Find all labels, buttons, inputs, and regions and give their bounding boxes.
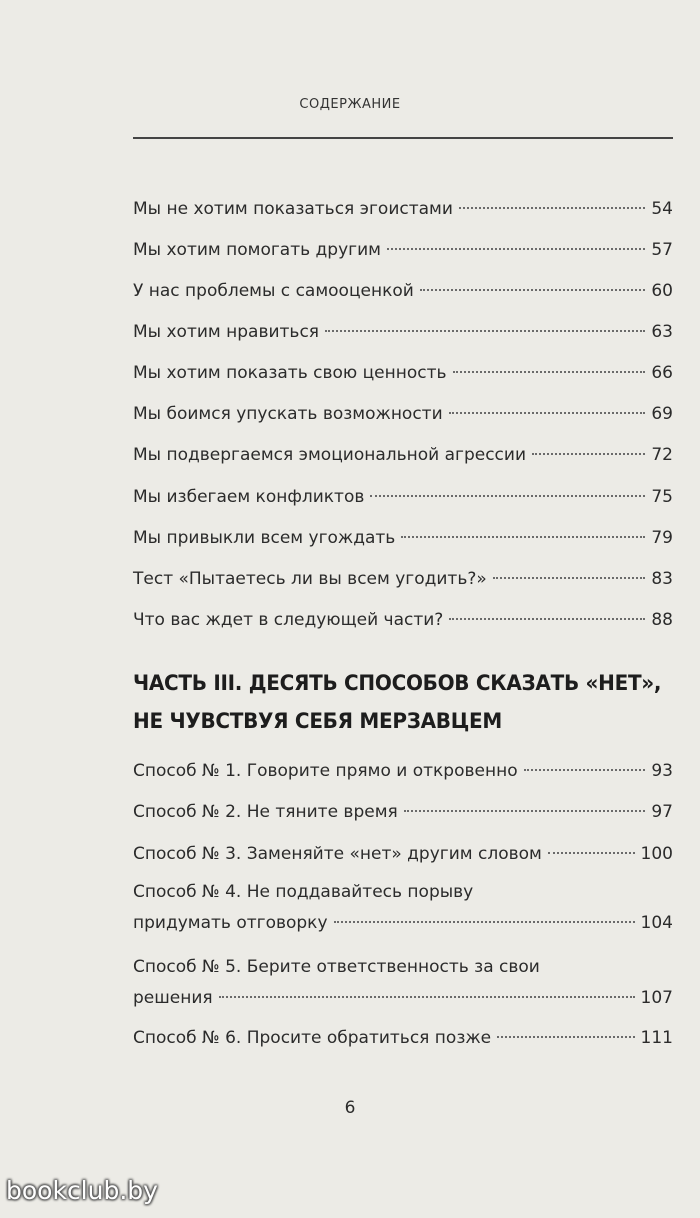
toc-entry (133, 397, 673, 431)
leader-dots (493, 577, 646, 579)
toc-entry (133, 906, 673, 940)
leader-dots (449, 412, 646, 414)
toc-entry-page: 54 (651, 199, 673, 219)
leader-dots (453, 371, 646, 373)
toc-entry (133, 521, 673, 555)
toc-entry-page: 60 (651, 281, 673, 301)
part-heading-line2: НЕ ЧУВСТВУЯ СЕБЯ МЕРЗАВЦЕМ (133, 708, 502, 734)
toc-entry-title: Мы боимся упускать возможности (133, 404, 443, 424)
part-heading (133, 664, 673, 740)
toc-entry-title: Мы подвергаемся эмоциональной агрессии (133, 445, 526, 465)
leader-dots (334, 921, 635, 923)
toc-entry (133, 233, 673, 267)
toc-entry-title: Что вас ждет в следующей части? (133, 610, 444, 630)
toc-entry (133, 315, 673, 349)
toc-entry-page: 79 (651, 528, 673, 548)
toc-entry-page: 100 (640, 844, 673, 864)
toc-entry-page: 111 (640, 1028, 673, 1048)
toc-entry-title: Мы хотим помогать другим (133, 240, 381, 260)
toc-entry-title: Тест «Пытаетесь ли вы всем угодить?» (133, 569, 487, 589)
toc-entry (133, 356, 673, 390)
toc-entry-page: 83 (651, 569, 673, 589)
toc-entry-page: 57 (651, 240, 673, 260)
toc-entry (133, 274, 673, 308)
leader-dots (532, 453, 645, 455)
toc-entry-title: Мы привыкли всем угождать (133, 528, 396, 548)
toc-entry-page: 72 (651, 445, 673, 465)
toc-entry-title-line1: Способ № 5. Берите ответственность за свои (133, 957, 540, 977)
leader-dots (404, 810, 646, 812)
toc-entry-page: 69 (651, 404, 673, 424)
page-number: 6 (344, 1098, 356, 1118)
toc-entry (133, 438, 673, 472)
leader-dots (370, 495, 645, 497)
toc-entry-page: 107 (640, 988, 673, 1008)
part-heading-line1: ЧАСТЬ III. ДЕСЯТЬ СПОСОБОВ СКАЗАТЬ «НЕТ», (133, 670, 662, 696)
toc-entry-title: Мы хотим нравиться (133, 322, 320, 342)
toc-entry-page: 63 (651, 322, 673, 342)
leader-dots (548, 852, 635, 854)
leader-dots (219, 996, 635, 998)
toc-entry-title: Способ № 6. Просите обратиться позже (133, 1028, 492, 1048)
leader-dots (524, 769, 646, 771)
leader-dots (401, 536, 645, 538)
header-rule (133, 137, 673, 139)
toc-entry-page: 88 (651, 610, 673, 630)
toc-entry (133, 981, 673, 1015)
toc-entry-page: 66 (651, 363, 673, 383)
leader-dots (387, 248, 645, 250)
leader-dots (497, 1036, 634, 1038)
toc-entry-title-line1: Способ № 4. Не поддавайтесь порыву (133, 882, 474, 902)
leader-dots (325, 330, 645, 332)
toc-entry-title: Мы избегаем конфликтов (133, 487, 365, 507)
toc-entry (133, 795, 673, 829)
toc-entry-page: 104 (640, 913, 673, 933)
toc-entry (133, 562, 673, 596)
leader-dots (459, 207, 645, 209)
toc-entry (133, 480, 673, 514)
toc-entry-title: Мы хотим показать свою ценность (133, 363, 447, 383)
toc-entry-title: Мы не хотим показаться эгоистами (133, 199, 453, 219)
leader-dots (420, 289, 646, 291)
running-head: СОДЕРЖАНИЕ (299, 97, 401, 112)
toc-entry (133, 754, 673, 788)
toc-entry-title: Способ № 2. Не тяните время (133, 802, 398, 822)
leader-dots (449, 618, 645, 620)
toc-entry-page: 75 (651, 487, 673, 507)
toc-entry-title: придумать отговорку (133, 913, 328, 933)
toc-entry-page: 93 (651, 761, 673, 781)
toc-entry-title: У нас проблемы с самооценкой (133, 281, 414, 301)
toc-entry-title: решения (133, 988, 213, 1008)
toc-entry (133, 192, 673, 226)
toc-entry (133, 1021, 673, 1055)
toc-entry (133, 837, 673, 871)
toc-entry-title: Способ № 1. Говорите прямо и откровенно (133, 761, 518, 781)
toc-entry-title: Способ № 3. Заменяйте «нет» другим словом (133, 844, 542, 864)
toc-entry-page: 97 (651, 802, 673, 822)
toc-entry (133, 603, 673, 637)
watermark-logo: bookclub.by (6, 1176, 158, 1205)
